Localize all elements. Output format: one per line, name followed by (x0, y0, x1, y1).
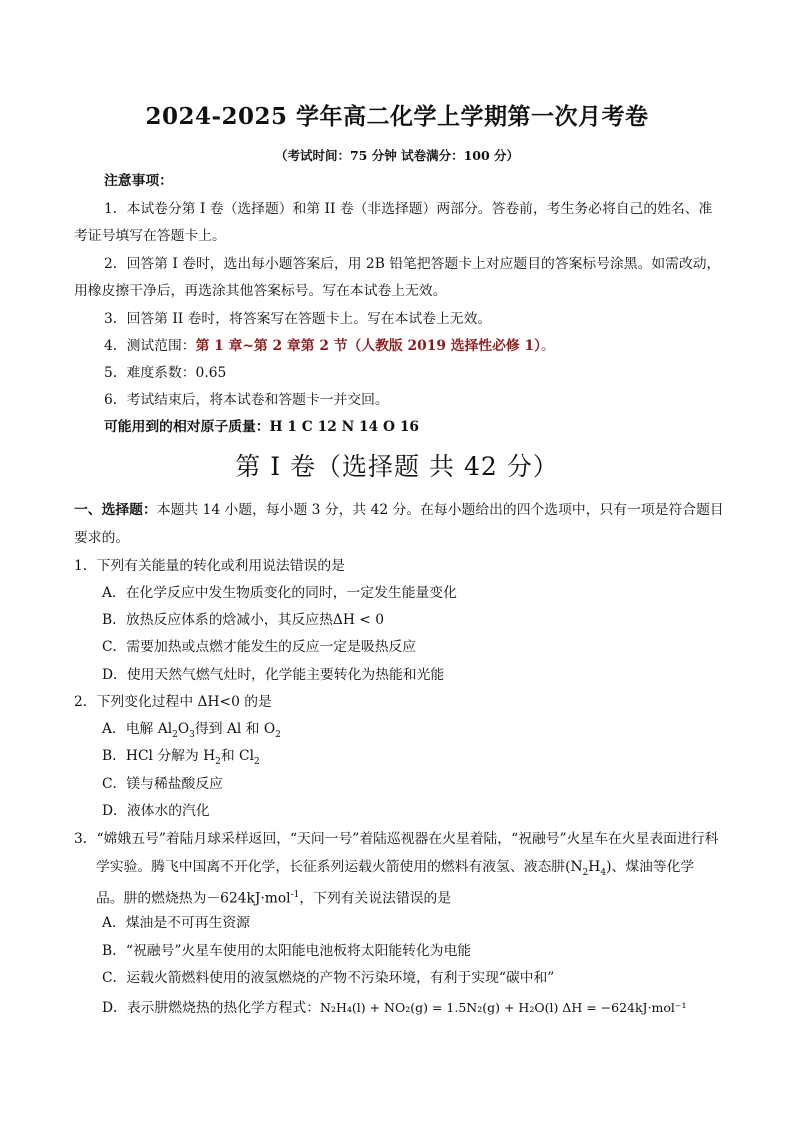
question-3-option-d: D．表示肼燃烧热的热化学方程式：N₂H₄(l) + NO₂(g) = 1.5N₂(g) + H₂O(l) ΔH = −624kJ·mol⁻¹ (102, 1000, 687, 1016)
question-2-option-d: D．液体水的汽化 (102, 803, 210, 819)
question-1-option-a: A．在化学反应中发生物质变化的同时，一定发生能量变化 (102, 585, 457, 601)
note-line: 考证号填写在答题卡上。 (74, 228, 226, 244)
submit-note: 6．考试结束后，将本试卷和答题卡一并交回。 (104, 392, 389, 408)
exam-info: （考试时间：75 分钟 试卷满分：100 分） (274, 148, 520, 163)
question-2-option-b: B．HCl 分解为 $H_2$和 $Cl_2$ (102, 748, 260, 767)
test-scope-label: 4．测试范围： (104, 338, 196, 354)
question-3-stem-line2: 学实验。腾飞中国离不开化学，长征系列运载火箭使用的燃料有液氢、液态肼$(N_2H_4)$、煤油等化学 (96, 859, 695, 878)
question-3-option-a: A．煤油是不可再生资源 (102, 915, 250, 931)
instructions-prefix: 一、选择题： (74, 502, 157, 518)
question-3-option-c: C．运载火箭燃料使用的液氢燃烧的产物不污染环境，有利于实现“碳中和” (102, 970, 555, 986)
question-2-option-a: A．电解 $Al_2O_3$得到 Al 和 $O_2$ (102, 721, 281, 740)
note-line: 1．本试卷分第 I 卷（选择题）和第 II 卷（非选择题）两部分。答卷前，考生务必将自己的姓名、准 (104, 201, 713, 217)
question-2-option-c: C．镁与稀盐酸反应 (102, 776, 223, 792)
test-scope (104, 337, 555, 355)
test-scope-end: 。 (541, 338, 555, 354)
question-3-option-b: B．“祝融号”火星车使用的太阳能电池板将太阳能转化为电能 (102, 943, 472, 959)
note-line: 用橡皮擦干净后，再选涂其他答案标号。写在本试卷上无效。 (74, 283, 447, 299)
question-3-stem-line1: 3．“嫦娥五号”着陆月球采样返回，“天问一号”着陆巡视器在火星着陆，“祝融号”火星车在火星表面进行科 (74, 831, 719, 847)
question-1-option-b: B．放热反应体系的焓减小，其反应热ΔH < 0 (102, 612, 384, 628)
notes-heading: 注意事项： (104, 173, 173, 189)
note-line: 2．回答第 I 卷时，选出每小题答案后，用 2B 铅笔把答题卡上对应题目的答案标号涂黑。如需改动， (104, 256, 721, 272)
section-title: 第 I 卷（选择题 共 42 分） (235, 452, 559, 481)
question-3-stem-line3: 品。肼的燃烧热为－624kJ·mol$^{-1}$，下列有关说法错误的是 (96, 890, 452, 907)
instructions-line2: 要求的。 (74, 530, 130, 546)
atomic-mass: 可能用到的相对原子质量：H 1 C 12 N 14 O 16 (104, 419, 420, 435)
question-1-stem: 1．下列有关能量的转化或利用说法错误的是 (74, 558, 345, 574)
question-2-stem: 2．下列变化过程中 ΔH<0 的是 (74, 694, 272, 710)
test-scope-value: 第 1 章~第 2 章第 2 节（人教版 2019 选择性必修 1） (195, 338, 542, 354)
instructions-text: 本题共 14 小题，每小题 3 分，共 42 分。在每小题给出的四个选项中，只有一项是符合题目 (156, 502, 724, 518)
thermochemical-equation: N₂H₄(l) + NO₂(g) = 1.5N₂(g) + H₂O(l) ΔH = −624kJ·mol⁻¹ (320, 1000, 687, 1015)
page-title: 2024-2025 学年高二化学上学期第一次月考卷 (145, 103, 649, 130)
instructions (74, 501, 724, 519)
difficulty: 5．难度系数：0.65 (104, 365, 227, 381)
note-line: 3．回答第 II 卷时，将答案写在答题卡上。写在本试卷上无效。 (104, 311, 492, 327)
question-1-option-d: D．使用天然气燃气灶时，化学能主要转化为热能和光能 (102, 667, 445, 683)
question-1-option-c: C．需要加热或点燃才能发生的反应一定是吸热反应 (102, 639, 417, 655)
